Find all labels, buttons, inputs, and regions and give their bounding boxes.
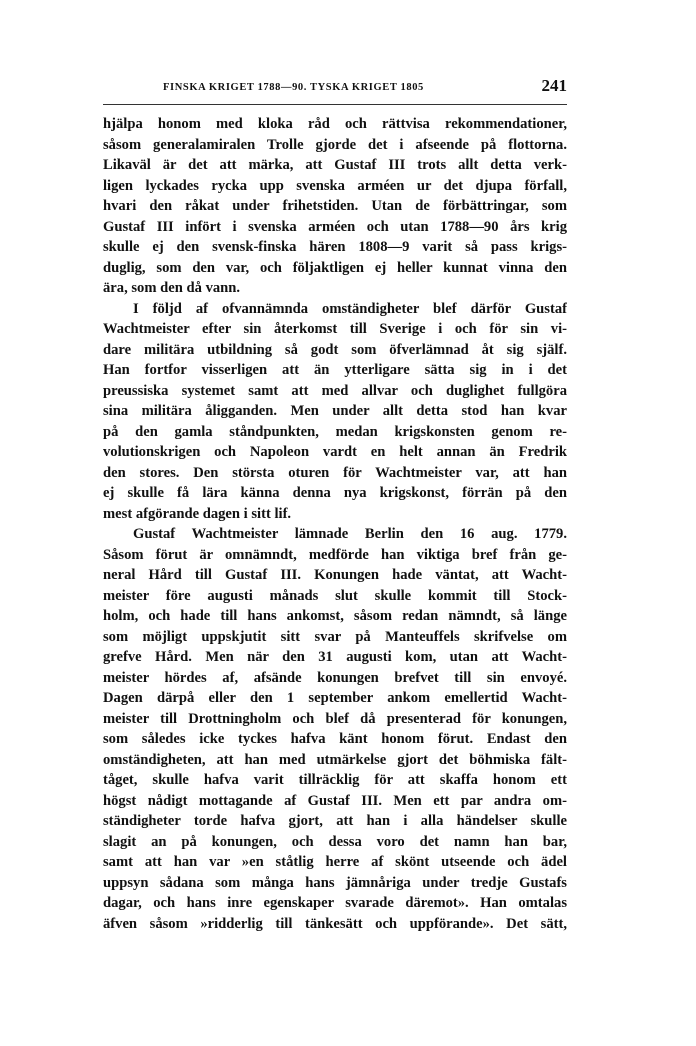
text-line: ligen lyckades rycka upp svenska arméen ur det djupa förfall, xyxy=(103,177,567,194)
text-line: mest afgörande dagen i sitt lif. xyxy=(103,505,292,522)
text-line: som således icke tyckes hafva känt honom förut. Endast den xyxy=(103,731,567,747)
text-line: på den gamla ståndpunkten, medan krigskonsten genom re- xyxy=(103,423,567,440)
text-line: I följd af ofvannämnda omständigheter blef därför Gustaf xyxy=(133,300,567,317)
text-line: den stores. Den största oturen för Wachtmeister var, att han xyxy=(103,464,567,481)
page-number: 241 xyxy=(541,76,567,95)
text-line: Såsom förut är omnämndt, medförde han viktiga bref från ge- xyxy=(103,546,567,563)
text-line: Dagen därpå eller den 1 september ankom emellertid Wacht- xyxy=(103,690,567,706)
text-line: uppsyn sådana som många hans jämnåriga under tredje Gustafs xyxy=(103,874,567,891)
text-line: Gustaf III infört i svenska arméen och utan 1788—90 års krig xyxy=(103,218,567,235)
running-title: FINSKA KRIGET 1788—90. TYSKA KRIGET 1805 xyxy=(163,82,424,93)
text-line: meister före augusti månads slut skulle kommit till Stock- xyxy=(103,587,567,604)
text-line: äfven såsom »ridderlig till tänkesätt och uppförande». Det sätt, xyxy=(103,915,567,932)
text-line: holm, och hade till hans ankomst, såsom redan nämndt, så länge xyxy=(103,608,567,624)
text-line: volutionskrigen och Napoleon vardt en helt annan än Fredrik xyxy=(103,444,567,460)
text-line: duglig, som den var, och följaktligen ej heller kunnat vinna den xyxy=(103,259,567,276)
text-line: meister till Drottningholm och blef då presenterad för konungen, xyxy=(103,710,567,727)
text-line: neral Hård till Gustaf III. Konungen hade väntat, att Wacht- xyxy=(103,567,567,583)
text-line: hvari den råkat under frihetstiden. Utan de förbättringar, som xyxy=(103,198,567,214)
text-line: ständigheter torde hafva gjort, att han i alla händelser skulle xyxy=(103,813,567,829)
text-line: hjälpa honom med kloka råd och rättvisa rekommendationer, xyxy=(103,116,567,132)
text-line: samt att han var »en ståtlig herre af skönt utseende och ädel xyxy=(103,854,567,870)
text-line: som möjligt uppskjutit sitt svar på Manteuffels skrifvelse om xyxy=(103,628,567,645)
text-line: slagit an på konungen, och dessa voro det namn han bar, xyxy=(103,833,567,850)
text-line: meister hördes af, afsände konungen brefvet till sin envoyé. xyxy=(103,669,567,686)
text-line: Likaväl är det att märka, att Gustaf III trots allt detta verk- xyxy=(103,157,567,173)
text-line: Wachtmeister efter sin återkomst till Sverige i och för sin vi- xyxy=(103,321,567,337)
text-line: dare militära utbildning så godt som öfverlämnad åt sig själf. xyxy=(103,341,567,358)
text-line: såsom generalamiralen Trolle gjorde det i afseende på flottorna. xyxy=(103,136,567,153)
body-text xyxy=(103,114,567,934)
text-line: skulle ej den svensk-finska hären 1808—9 varit så pass krigs- xyxy=(103,239,567,255)
text-line: Han fortfor visserligen att än ytterligare sätta sig in i det xyxy=(103,362,567,378)
text-line: grefve Hård. Men när den 31 augusti kom, utan att Wacht- xyxy=(103,649,567,665)
text-line: Gustaf Wachtmeister lämnade Berlin den 16 aug. 1779. xyxy=(133,526,567,542)
text-line: sina militära åligganden. Men under allt detta stod han kvar xyxy=(103,403,567,419)
header-rule xyxy=(103,104,567,105)
text-line: tåget, skulle hafva varit tillräcklig för att skaffa honom ett xyxy=(103,772,567,788)
text-line: ära, som den då vann. xyxy=(103,280,241,296)
text-line: högst nådigt mottagande af Gustaf III. Men ett par andra om- xyxy=(103,792,567,809)
text-line: preussiska systemet samt att med allvar och duglighet fullgöra xyxy=(103,382,567,399)
text-line: omständigheten, att han med utmärkelse gjort det böhmiska fält- xyxy=(103,751,567,768)
page-header xyxy=(103,76,567,102)
text-line: ej skulle få lära känna denna nya krigskonst, förrän på den xyxy=(103,485,567,501)
text-line: dagar, och hans inre egenskaper svarade däremot». Han omtalas xyxy=(103,895,567,911)
